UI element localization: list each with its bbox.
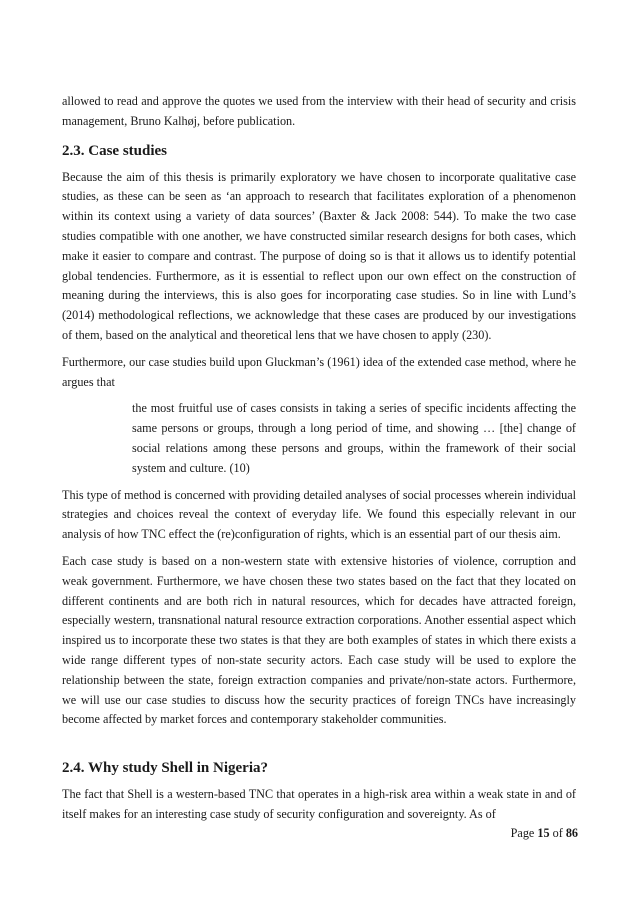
paragraph-method-description: This type of method is concerned with providing detailed analyses of social processes wherein individual strategies and choices reveal the context of everyday life. We found this especially relevant in our analysis of how TNC effect the (re)configuration of rights, which is an essential part of our thesis aim. [62, 487, 576, 542]
current-page-number: 15 [537, 826, 550, 840]
total-page-count: 86 [565, 826, 578, 840]
page-number-footer [511, 826, 578, 841]
paragraph-intro: allowed to read and approve the quotes we used from the interview with their head of security and crisis management, Bruno Kalhøj, before publication. [62, 94, 576, 128]
page-body [62, 92, 576, 825]
paragraph-case-studies-aim: Because the aim of this thesis is primarily exploratory we have chosen to incorporate qualitative case studies, as these can be seen as ‘an approach to research that facilitates exploration of a phenomenon within its context using a variety of data sources’ (Baxter & Jack 2008: 544). To make the two case studies compatible with one another, we have constructed similar research designs for both cases, which make it easier to compare and contrast. The purpose of doing so is that it allows us to identify potential global tendencies. Furthermore, as it is essential to reflect upon our own effect on the construction of meaning during the interviews, this is also goes for incorporating case studies. So in line with Lund’s (2014) methodological reflections, we acknowledge that these cases are produced by our investigations of them, based on the analytical and theoretical lens that we have chosen to apply (230). [62, 169, 576, 342]
section-heading-case-studies: 2.3. Case studies [62, 142, 168, 159]
section-heading-shell-nigeria: 2.4. Why study Shell in Nigeria? [62, 760, 269, 777]
paragraph-extended-case-method: Furthermore, our case studies build upon Gluckman’s (1961) idea of the extended case method, where he argues that [62, 354, 576, 389]
of-label: of [552, 826, 563, 840]
page-label: Page [510, 826, 535, 840]
block-quote-gluckman: the most fruitful use of cases consists in taking a series of specific incidents affecting the same persons or groups, through a long period of time, and showing … [the] change of social relations among these persons and groups, within the framework of their social system and culture. (10) [132, 401, 576, 475]
paragraph-case-selection: Each case study is based on a non-western state with extensive histories of violence, corruption and weak government. Furthermore, we have chosen these two states based on the fact that they located on different continents and are both rich in natural resources, which for decades have attracted foreign, especially western, transnational natural resource extraction corporations. Another essential aspect which inspired us to incorporate these two states is that they are both examples of states in which there exists a wide range different types of non-state security actors. Each case study will be used to explore the relationship between the state, foreign extraction companies and private/non-state actors. Furthermore, we will use our case studies to discuss how the security practices of foreign TNCs have increasingly become affected by market forces and contemporary stakeholder communities. [62, 553, 576, 727]
paragraph-shell-intro: The fact that Shell is a western-based TNC that operates in a high-risk area within a weak state in and of itself makes for an interesting case study of security configuration and sovereignty. As of [62, 787, 576, 821]
